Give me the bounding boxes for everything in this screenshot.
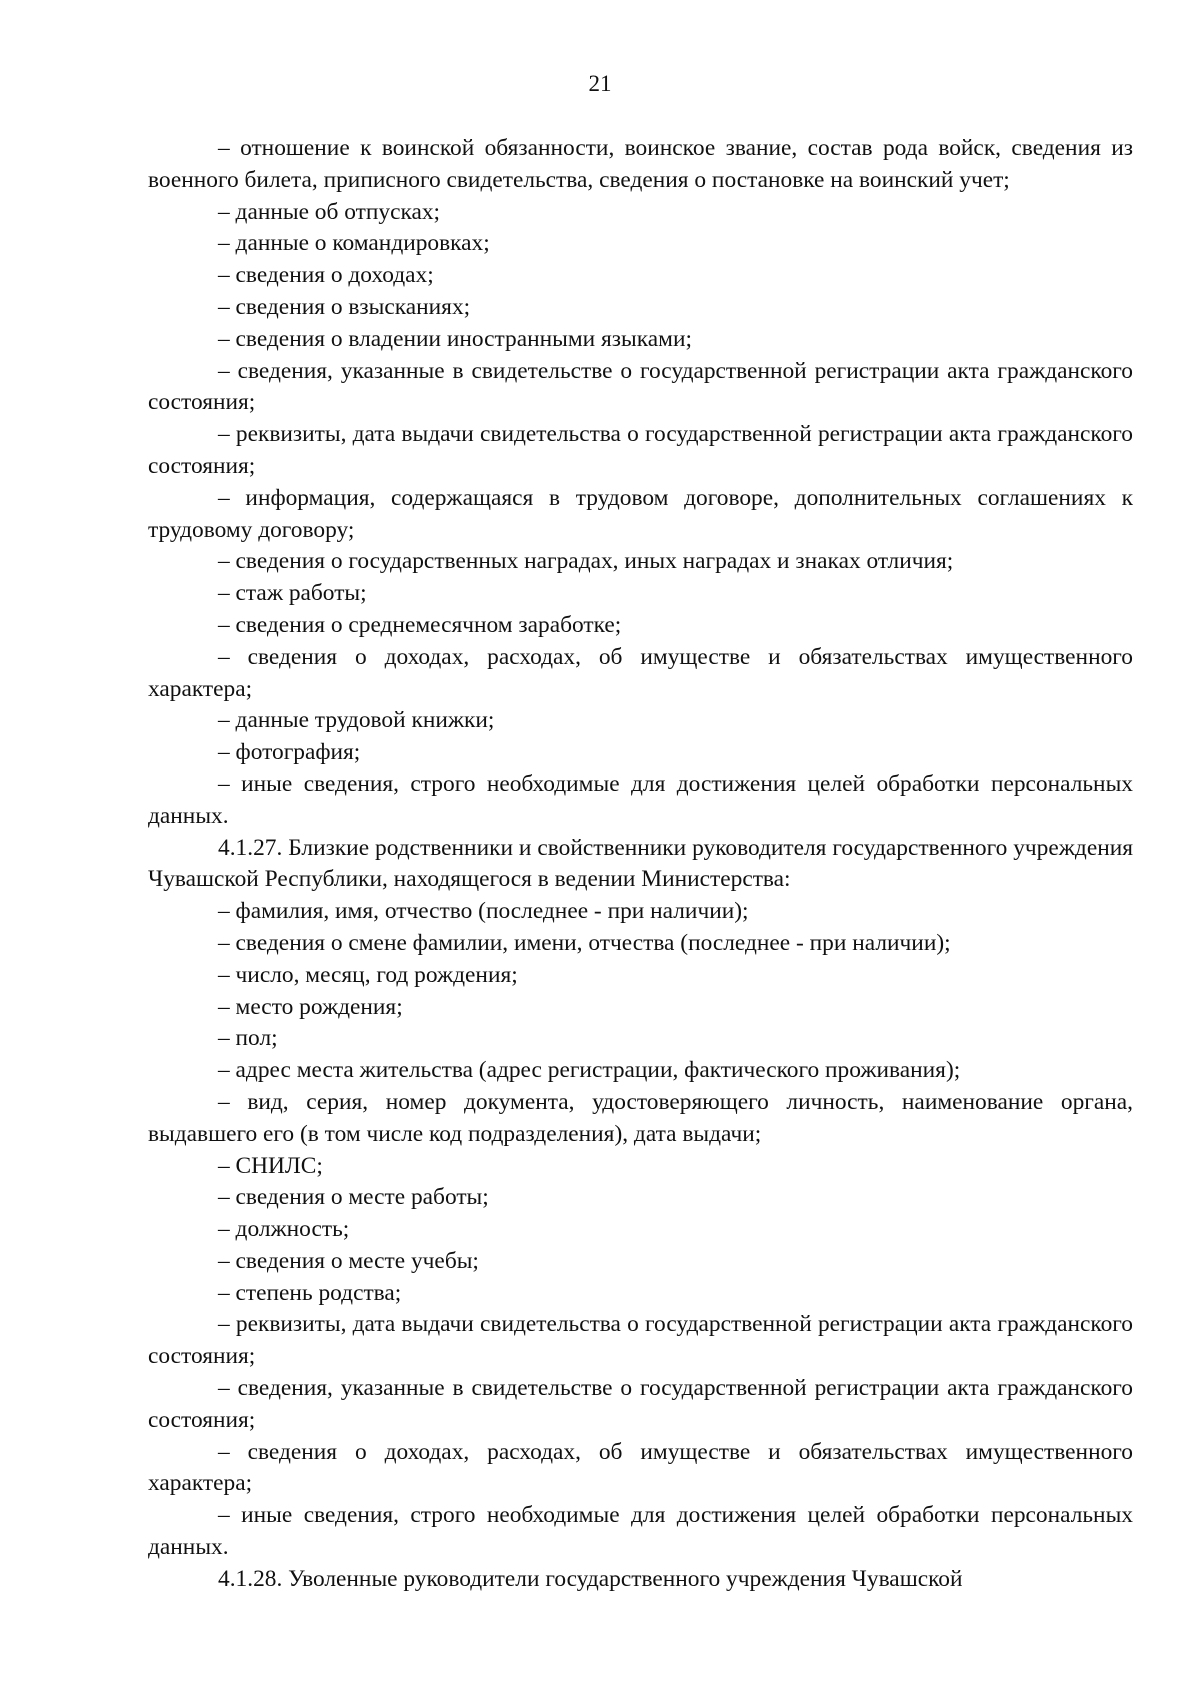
paragraph: – сведения, указанные в свидетельстве о государственной регистрации акта гражданского состояния; <box>148 357 1133 416</box>
paragraph: – данные об отпусках; <box>218 198 441 225</box>
paragraph: – степень родства; <box>218 1279 402 1306</box>
paragraph: – фамилия, имя, отчество (последнее - при наличии); <box>218 898 749 925</box>
paragraph: – сведения о месте учебы; <box>218 1247 479 1274</box>
page-number: 21 <box>588 71 612 96</box>
paragraph: – СНИЛС; <box>218 1152 323 1179</box>
paragraph: – сведения о доходах; <box>218 262 434 289</box>
paragraph: – место рождения; <box>218 993 403 1020</box>
paragraph: – пол; <box>218 1025 278 1052</box>
paragraph: – сведения о владении иностранными языками; <box>218 325 692 352</box>
paragraph: – сведения о среднемесячном заработке; <box>218 611 622 638</box>
paragraph: – реквизиты, дата выдачи свидетельства о государственной регистрации акта гражданского состояния; <box>148 421 1133 479</box>
paragraph: – число, месяц, год рождения; <box>218 961 518 988</box>
paragraph: – сведения, указанные в свидетельстве о государственной регистрации акта гражданского состояния; <box>148 1375 1133 1433</box>
paragraph: – адрес места жительства (адрес регистрации, фактического проживания); <box>218 1057 961 1084</box>
section-heading-4-1-27: 4.1.27. Близкие родственники и свойственники руководителя государственного учреждения Чувашской Республики, находящегося в ведении Министерства: <box>148 834 1133 893</box>
paragraph: – иные сведения, строго необходимые для достижения целей обработки персональных данных. <box>148 1502 1133 1561</box>
paragraph: – сведения о доходах, расходах, об имуществе и обязательствах имущественного характера; <box>148 1438 1133 1497</box>
paragraph: – отношение к воинской обязанности, воинское звание, состав рода войск, сведения из военного билета, приписного свидетельства, сведения о постановке на воинский учет; <box>148 135 1133 193</box>
paragraph: – реквизиты, дата выдачи свидетельства о государственной регистрации акта гражданского состояния; <box>148 1311 1133 1370</box>
paragraph: – сведения о смене фамилии, имени, отчества (последнее - при наличии); <box>218 929 951 956</box>
paragraph: – сведения о государственных наградах, иных наградах и знаках отличия; <box>218 548 954 575</box>
paragraph: – информация, содержащаяся в трудовом договоре, дополнительных соглашениях к трудовому договору; <box>148 484 1133 543</box>
paragraph: – вид, серия, номер документа, удостоверяющего личность, наименование органа, выдавшего его (в том числе код подразделения), дата выдачи; <box>148 1088 1133 1147</box>
paragraph: – фотография; <box>218 739 361 766</box>
paragraph: – данные трудовой книжки; <box>218 707 495 734</box>
section-heading-4-1-28: 4.1.28. Уволенные руководители государственного учреждения Чувашской <box>218 1565 963 1592</box>
paragraph: – сведения о доходах, расходах, об имуществе и обязательствах имущественного характера; <box>148 643 1133 702</box>
document-body <box>148 133 1133 1596</box>
paragraph: – иные сведения, строго необходимые для достижения целей обработки персональных данных. <box>148 770 1133 829</box>
paragraph: – данные о командировках; <box>218 230 490 257</box>
paragraph: – сведения о месте работы; <box>218 1184 489 1211</box>
paragraph: – должность; <box>218 1216 350 1243</box>
paragraph: – сведения о взысканиях; <box>218 293 471 320</box>
paragraph: – стаж работы; <box>218 580 367 607</box>
